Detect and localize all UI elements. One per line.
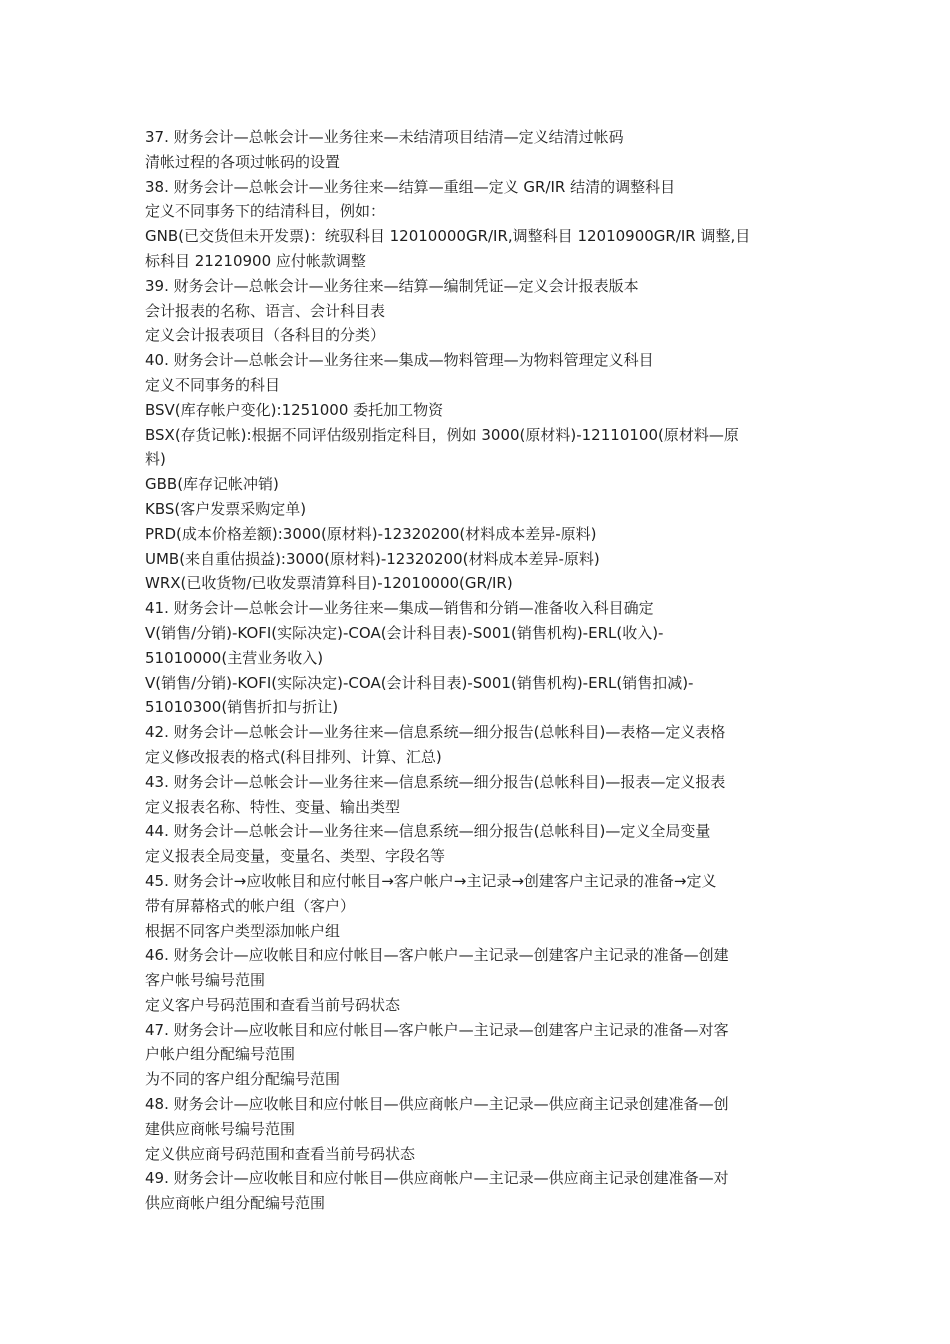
document-body [145,125,810,1216]
text-line: PRD(成本价格差额):3000(原材料)-12320200(材料成本差异-原料) [145,524,597,543]
text-line: BSX(存货记帐):根据不同评估级别指定科目，例如 3000(原材料)-12110100(原材料—原 [145,425,739,444]
text-line: 带有屏幕格式的帐户组（客户） [145,896,356,915]
text-line: 42. 财务会计—总帐会计—业务往来—信息系统—细分报告(总帐科目)—表格—定义表格 [145,723,726,742]
text-line: 标科目 21210900 应付帐款调整 [145,251,366,270]
text-line: UMB(来自重估损益):3000(原材料)-12320200(材料成本差异-原料) [145,549,600,568]
text-line: 会计报表的名称、语言、会计科目表 [145,301,386,320]
text-line: 37. 财务会计—总帐会计—业务往来—未结清项目结清—定义结清过帐码 [145,128,624,146]
text-line: 清帐过程的各项过帐码的设置 [145,152,341,171]
text-line: WRX(已收货物/已收发票清算科目)-12010000(GR/IR) [145,574,513,593]
text-line: 51010300(销售折扣与折让) [145,698,339,717]
text-line: 客户帐号编号范围 [145,971,266,990]
text-line: 定义供应商号码范围和查看当前号码状态 [145,1144,416,1163]
text-line: KBS(客户发票采购定单) [145,499,307,518]
text-line: 44. 财务会计—总帐会计—业务往来—信息系统—细分报告(总帐科目)—定义全局变量 [145,822,711,841]
text-line: 48. 财务会计—应收帐目和应付帐目—供应商帐户—主记录—供应商主记录创建准备—创 [145,1095,729,1114]
text-line: 43. 财务会计—总帐会计—业务往来—信息系统—细分报告(总帐科目)—报表—定义报表 [145,772,726,791]
text-line: 料) [145,450,166,469]
text-line: 定义会计报表项目（各科目的分类） [145,326,386,345]
text-line: 41. 财务会计—总帐会计—业务往来—集成—销售和分销—准备收入科目确定 [145,599,654,618]
text-line: 47. 财务会计—应收帐目和应付帐目—客户帐户—主记录—创建客户主记录的准备—对客 [145,1020,729,1039]
text-line: GBB(库存记帐冲销) [145,475,279,494]
text-line: 根据不同客户类型添加帐户组 [145,921,341,940]
text-line: 定义报表名称、特性、变量、输出类型 [145,797,401,816]
text-line: 51010000(主营业务收入) [145,648,324,667]
text-line: 定义修改报表的格式(科目排列、计算、汇总) [145,747,442,766]
text-line: V(销售/分销)-KOFI(实际决定)-COA(会计科目表)-S001(销售机构)-ERL(收入)- [145,623,664,642]
text-line: 定义不同事务的科目 [145,375,281,394]
text-line: 为不同的客户组分配编号范围 [145,1070,341,1089]
text-line: 定义报表全局变量，变量名、类型、字段名等 [145,847,446,866]
text-line: 定义不同事务下的结清科目，例如： [145,202,386,221]
text-line: 49. 财务会计—应收帐目和应付帐目—供应商帐户—主记录—供应商主记录创建准备—对 [145,1169,729,1188]
text-line: 40. 财务会计—总帐会计—业务往来—集成—物料管理—为物料管理定义科目 [145,351,654,370]
text-line: 38. 财务会计—总帐会计—业务往来—结算—重组—定义 GR/IR 结清的调整科目 [145,177,676,196]
text-line: BSV(库存帐户变化):1251000 委托加工物资 [145,400,444,419]
text-line: 46. 财务会计—应收帐目和应付帐目—客户帐户—主记录—创建客户主记录的准备—创建 [145,946,729,965]
text-line: 供应商帐户组分配编号范围 [145,1194,326,1213]
text-line: 39. 财务会计—总帐会计—业务往来—结算—编制凭证—定义会计报表版本 [145,276,639,295]
text-line: GNB(已交货但未开发票)：统驭科目 12010000GR/IR,调整科目 12010900GR/IR 调整,目 [145,227,751,246]
text-line: 建供应商帐号编号范围 [145,1119,296,1138]
text-line: 定义客户号码范围和查看当前号码状态 [145,995,401,1014]
text-line: 户帐户组分配编号范围 [145,1045,296,1064]
text-line: V(销售/分销)-KOFI(实际决定)-COA(会计科目表)-S001(销售机构)-ERL(销售扣减)- [145,673,694,692]
text-line: 45. 财务会计→应收帐目和应付帐目→客户帐户→主记录→创建客户主记录的准备→定义 [145,871,717,890]
